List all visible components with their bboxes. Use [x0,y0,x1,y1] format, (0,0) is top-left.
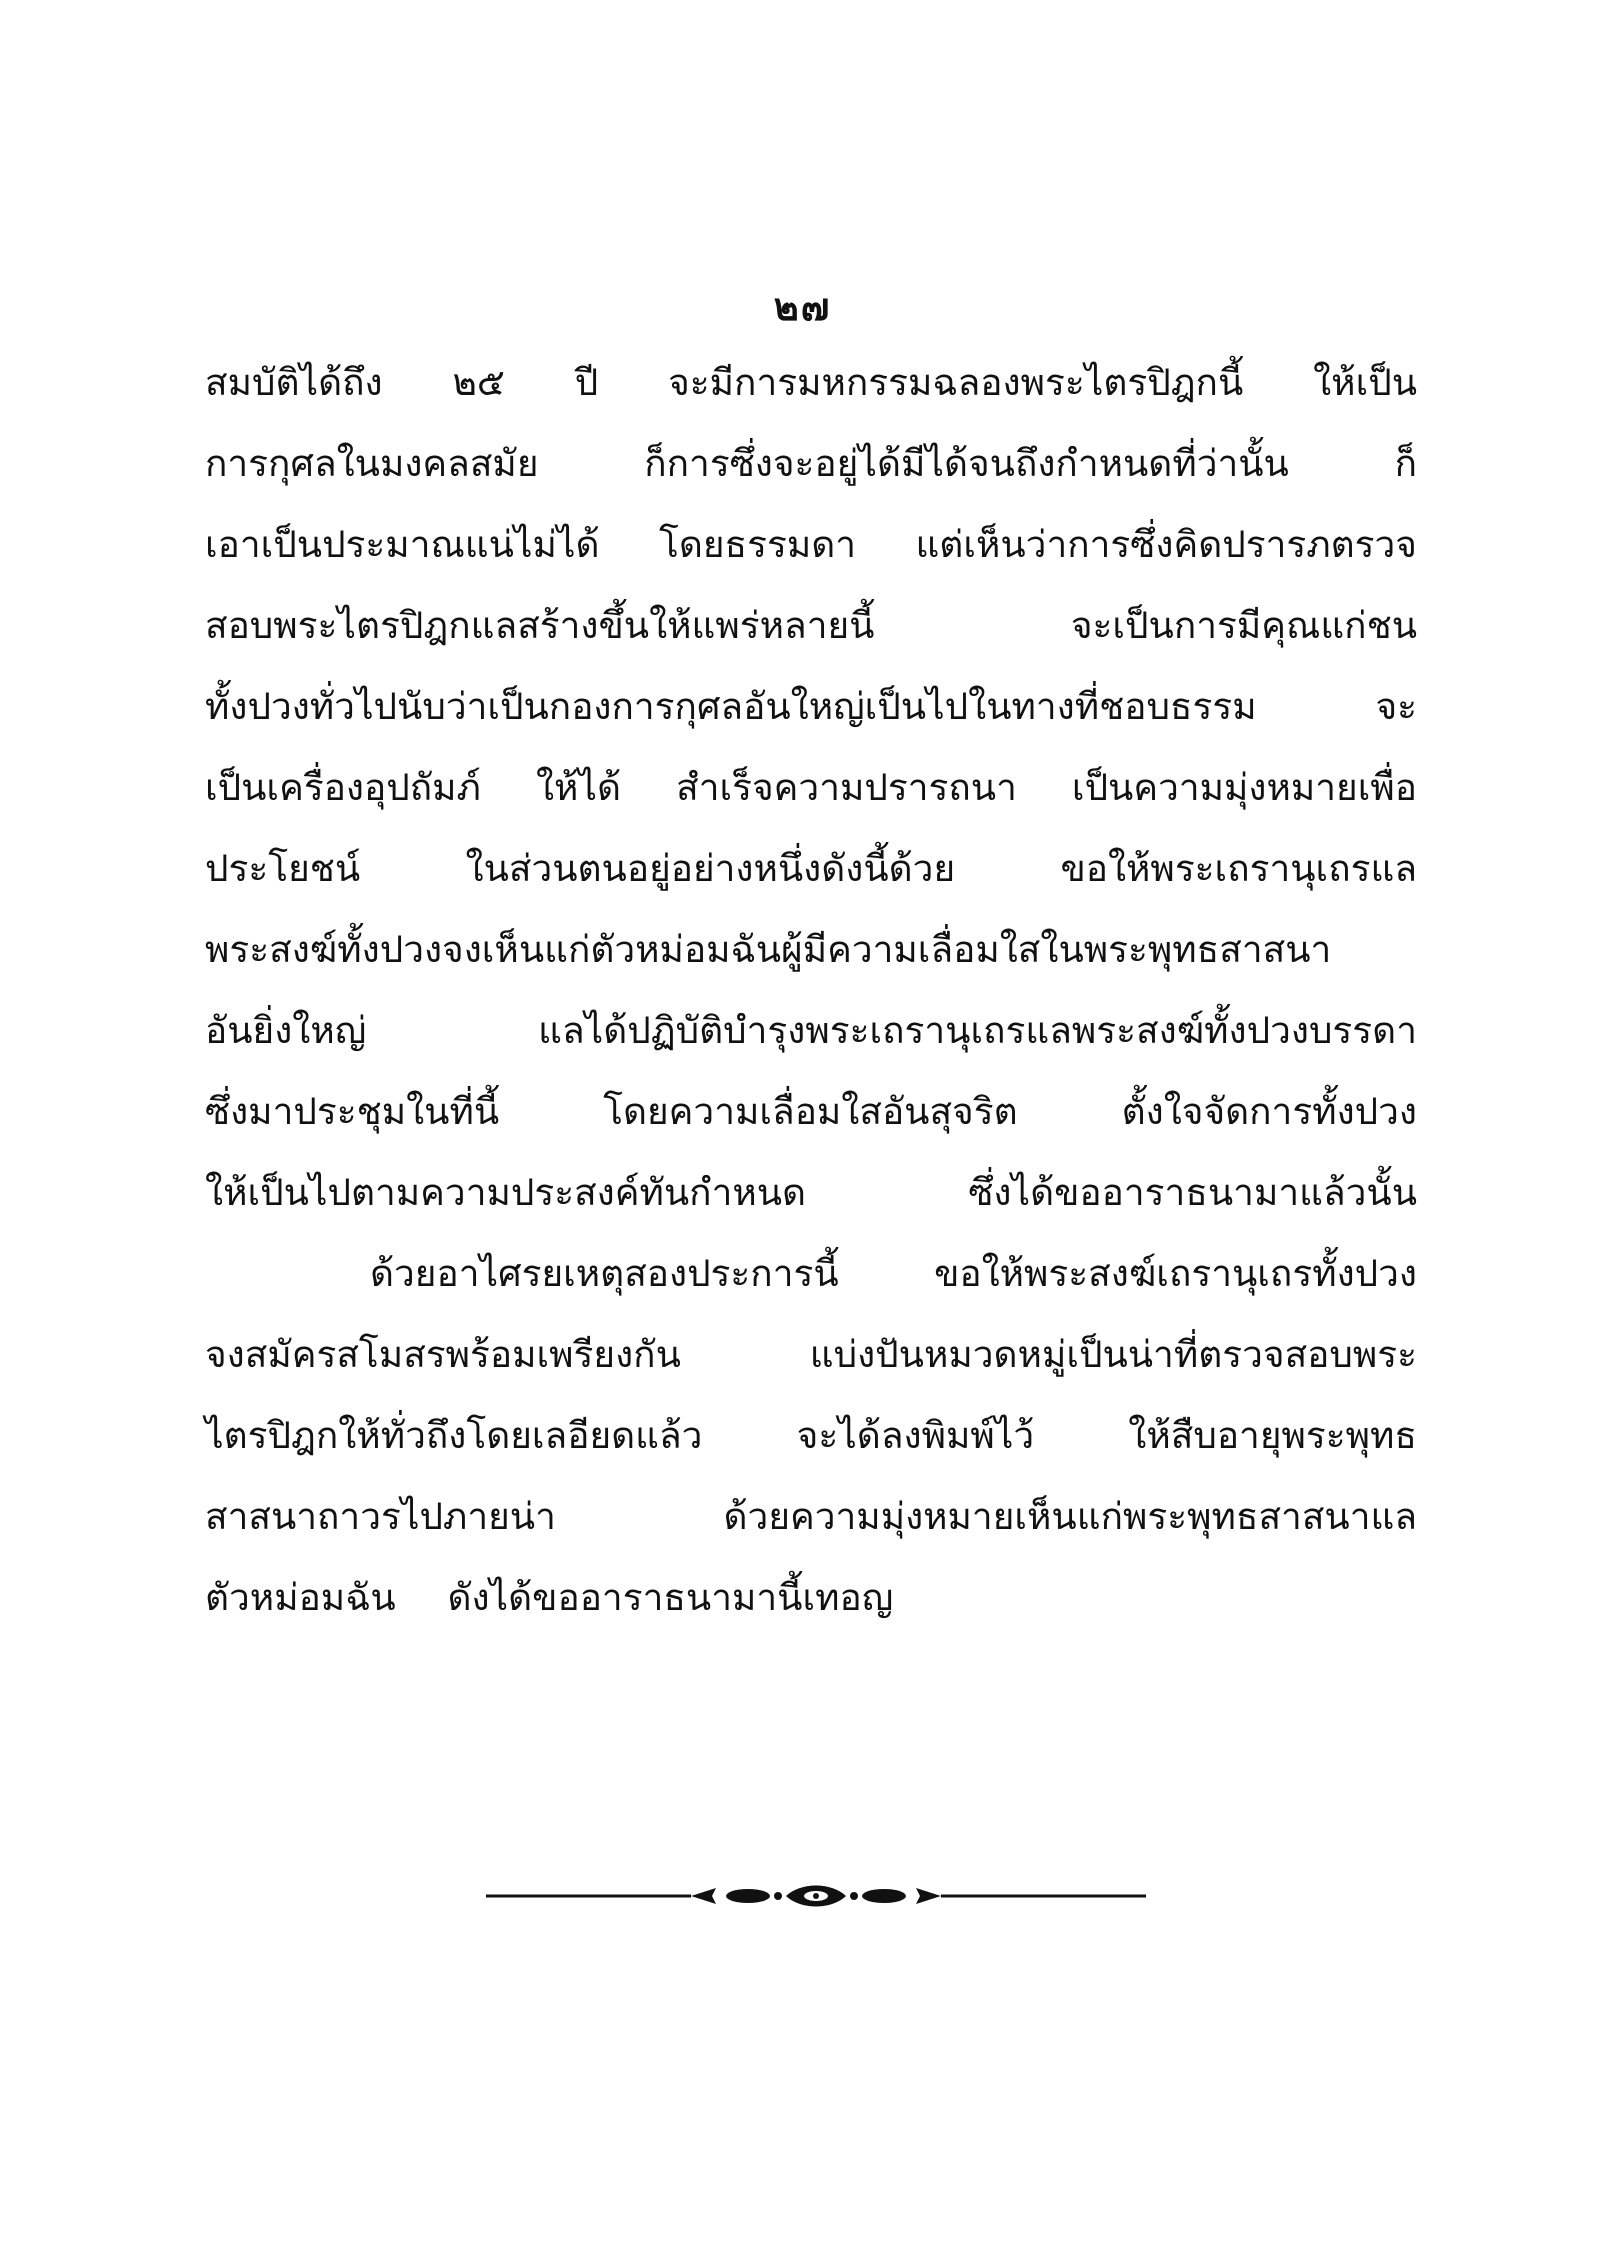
decorative-rule-icon [486,1878,1146,1914]
text-line: จงสมัครสโมสรพร้อมเพรียงกัน แบ่งปันหมวดหมู่เป็นน่าที่ตรวจสอบพระ [205,1333,1417,1376]
text-line: อันยิ่งใหญ่ แลได้ปฏิบัติบำรุงพระเถรานุเถรแลพระสงฆ์ทั้งปวงบรรดา [205,1009,1417,1052]
text-line: เป็นเครื่องอุปถัมภ์ ให้ได้ สำเร็จความปรารถนา เป็นความมุ่งหมายเพื่อ [205,766,1417,809]
text-line-final: ตัวหม่อมฉัน ดังได้ขออาราธนามานี้เทอญ [205,1576,894,1619]
text-line: สมบัติได้ถึง ๒๕ ปี จะมีการมหกรรมฉลองพระไตรปิฎกนี้ ให้เป็น [205,361,1417,404]
text-line: ทั้งปวงทั่วไปนับว่าเป็นกองการกุศลอันใหญ่เป็นไปในทางที่ชอบธรรม จะ [205,685,1417,728]
text-line: ไตรปิฎกให้ทั่วถึงโดยเลอียดแล้ว จะได้ลงพิมพ์ไว้ ให้สืบอายุพระพุทธ [205,1414,1417,1457]
text-line: ซึ่งมาประชุมในที่นี้ โดยความเลื่อมใสอันสุจริต ตั้งใจจัดการทั้งปวง [205,1090,1417,1133]
page-number: ๒๗ [773,284,832,329]
text-line: การกุศลในมงคลสมัย ก็การซึ่งจะอยู่ได้มีได้จนถึงกำหนดที่ว่านั้น ก็ [205,442,1417,485]
text-line: ประโยชน์ ในส่วนตนอยู่อย่างหนึ่งดังนี้ด้วย ขอให้พระเถรานุเถรแล [205,847,1417,890]
text-line: ให้เป็นไปตามความประสงค์ทันกำหนด ซึ่งได้ขออาราธนามาแล้วนั้น [205,1171,1417,1214]
text-line: สาสนาถาวรไปภายน่า ด้วยความมุ่งหมายเห็นแก่พระพุทธสาสนาแล [205,1495,1417,1538]
body-text [205,348,1417,1644]
text-line: สอบพระไตรปิฎกแลสร้างขึ้นให้แพร่หลายนี้ จะเป็นการมีคุณแก่ชน [205,604,1417,647]
text-line: เอาเป็นประมาณแน่ไม่ได้ โดยธรรมดา แต่เห็นว่าการซึ่งคิดปรารภตรวจ [205,523,1417,566]
text-line-paragraph-start: ด้วยอาไศรยเหตุสองประการนี้ ขอให้พระสงฆ์เถรานุเถรทั้งปวง [370,1252,1417,1295]
text-line: พระสงฆ์ทั้งปวงจงเห็นแก่ตัวหม่อมฉันผู้มีความเลื่อมใสในพระพุทธสาสนา [205,928,1332,971]
